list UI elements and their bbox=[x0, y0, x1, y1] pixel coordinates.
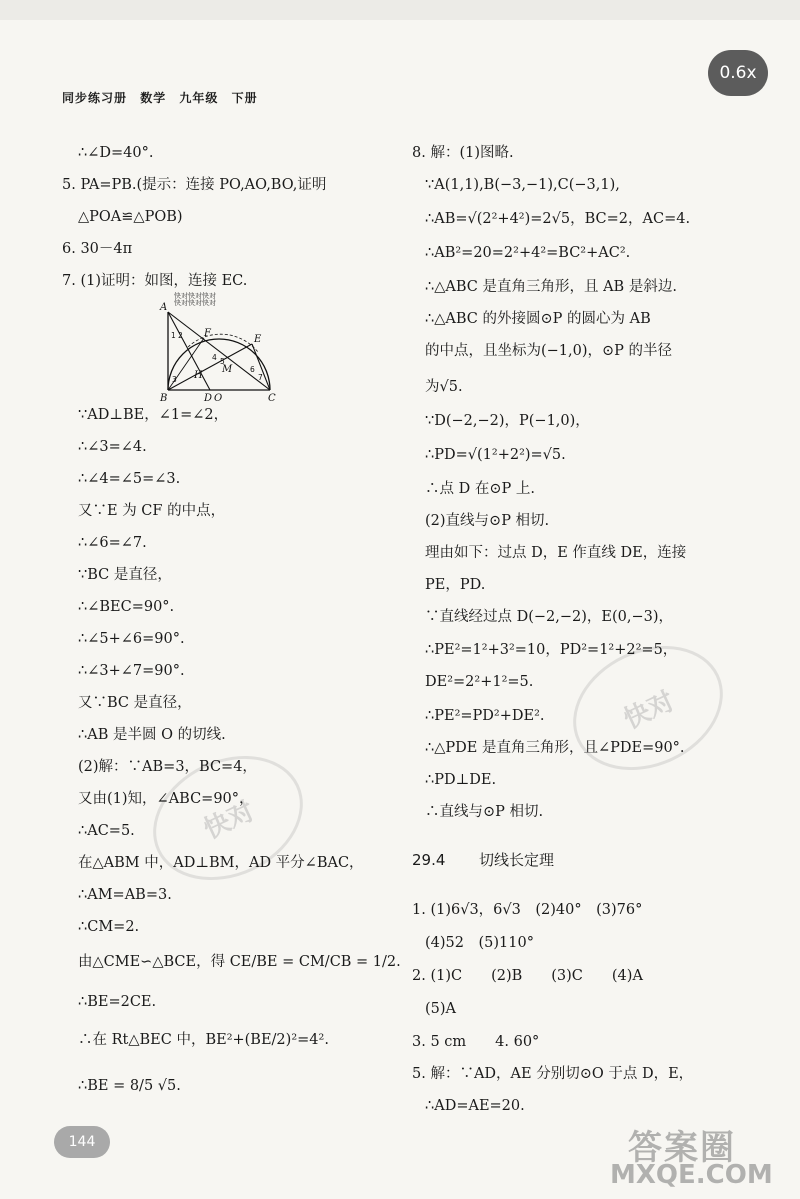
text-line: 7. (1)证明：如图，连接 EC. bbox=[62, 273, 248, 289]
grade-label: 九年级 bbox=[179, 91, 219, 105]
svg-text:7: 7 bbox=[258, 373, 263, 382]
watermark-stamp: 快对 bbox=[133, 732, 323, 903]
text-line: ∴PE²=PD²+DE². bbox=[425, 708, 545, 724]
svg-text:D: D bbox=[204, 393, 213, 404]
text-line: ∵BC 是直径， bbox=[78, 567, 172, 583]
text-line: 8. 解：(1)图略. bbox=[412, 145, 514, 161]
geometry-figure bbox=[158, 292, 284, 404]
volume-label: 下册 bbox=[231, 91, 258, 105]
text-line: (5)A bbox=[425, 1001, 457, 1017]
svg-text:1: 1 bbox=[171, 331, 176, 340]
text-line: 6. 30－4π bbox=[62, 241, 133, 257]
text-line: ∵AD⊥BE，∠1=∠2， bbox=[78, 407, 229, 423]
text-line: 2. (1)C (2)B (3)C (4)A bbox=[412, 968, 643, 984]
page-number: 144 bbox=[54, 1126, 110, 1158]
text-line: ∴AB²=20=2²+4²=BC²+AC². bbox=[425, 245, 631, 261]
text-line: (2)直线与⊙P 相切. bbox=[425, 513, 550, 529]
corner-watermark-url: MXQE.COM bbox=[610, 1160, 773, 1190]
svg-text:F: F bbox=[204, 328, 211, 339]
section-number: 29.4 bbox=[412, 851, 446, 869]
svg-text:A: A bbox=[160, 302, 168, 313]
svg-text:H: H bbox=[194, 370, 203, 381]
section-heading bbox=[412, 850, 554, 870]
text-line: ∵直线经过点 D(−2,−2)，E(0,−3)， bbox=[425, 609, 674, 625]
text-line: 由△CME∽△BCE，得 CE/BE = CM/CB = 1/2. bbox=[78, 954, 401, 970]
text-line: ∴BE=2CE. bbox=[78, 994, 157, 1010]
text-line: 5. 解：∵AD，AE 分别切⊙O 于点 D，E， bbox=[412, 1066, 694, 1082]
text-line: ∴AB=√(2²+4²)=2√5，BC=2，AC=4. bbox=[425, 211, 691, 227]
text-line: ∴AC=5. bbox=[78, 823, 135, 839]
text-line: △POA≌△POB) bbox=[78, 209, 183, 225]
text-line: 理由如下：过点 D，E 作直线 DE，连接 bbox=[425, 545, 687, 561]
svg-text:3: 3 bbox=[172, 375, 177, 384]
playback-speed-button[interactable]: 0.6x bbox=[708, 50, 768, 96]
text-line: ∴AD=AE=20. bbox=[425, 1098, 525, 1114]
text-line: ∴BE = 8/5 √5. bbox=[78, 1078, 181, 1094]
svg-text:E: E bbox=[254, 334, 262, 345]
text-line: 1. (1)6√3，6√3 (2)40° (3)76° bbox=[412, 902, 643, 918]
section-title: 切线长定理 bbox=[478, 851, 554, 869]
text-line: ∴△ABC 是直角三角形，且 AB 是斜边. bbox=[425, 279, 677, 295]
text-line: ∴∠3+∠7=90°. bbox=[78, 663, 185, 679]
text-line: DE²=2²+1²=5. bbox=[425, 674, 534, 690]
corner-watermark: 答案圈 bbox=[628, 1128, 736, 1168]
text-line: ∴PE²=1²+3²=10，PD²=1²+2²=5， bbox=[425, 642, 678, 658]
svg-text:C: C bbox=[268, 393, 276, 404]
text-line: 又由(1)知，∠ABC=90°， bbox=[78, 791, 254, 807]
text-line: ∴△ABC 的外接圆⊙P 的圆心为 AB bbox=[425, 311, 651, 327]
text-line: ∴AM=AB=3. bbox=[78, 887, 172, 903]
text-line: ∴点 D 在⊙P 上. bbox=[425, 481, 535, 497]
text-line: ∵A(1,1),B(−3,−1),C(−3,1), bbox=[425, 177, 620, 193]
text-line: ∴在 Rt△BEC 中，BE²+(BE/2)²=4². bbox=[78, 1032, 329, 1048]
svg-text:2: 2 bbox=[178, 331, 183, 340]
text-line: 又∵E 为 CF 的中点， bbox=[78, 503, 226, 519]
text-line: ∴∠D=40°. bbox=[78, 145, 154, 161]
text-line: 5. PA=PB.(提示：连接 PO,AO,BO,证明 bbox=[62, 177, 327, 193]
text-line: ∴∠4=∠5=∠3. bbox=[78, 471, 181, 487]
text-line: PE，PD. bbox=[425, 577, 486, 593]
text-line: ∴PD=√(1²+2²)=√5. bbox=[425, 447, 566, 463]
text-line: ∵D(−2,−2)，P(−1,0)， bbox=[425, 413, 590, 429]
text-line: 又∵BC 是直径， bbox=[78, 695, 192, 711]
text-line: ∴直线与⊙P 相切. bbox=[425, 804, 544, 820]
text-line: ∴∠6=∠7. bbox=[78, 535, 147, 551]
text-line: ∴∠5+∠6=90°. bbox=[78, 631, 185, 647]
page-header bbox=[62, 89, 266, 106]
text-line: 3. 5 cm 4. 60° bbox=[412, 1034, 540, 1050]
svg-text:5: 5 bbox=[220, 357, 225, 366]
text-line: 的中点，且坐标为(−1,0)，⊙P 的半径 bbox=[425, 343, 673, 359]
top-band bbox=[0, 0, 800, 20]
svg-text:O: O bbox=[214, 393, 223, 404]
text-line: 为√5. bbox=[425, 379, 463, 395]
figure-caption: 快对快对快对 bbox=[174, 292, 216, 300]
book-title: 同步练习册 bbox=[62, 91, 128, 105]
svg-text:4: 4 bbox=[212, 353, 217, 362]
text-line: ∴∠BEC=90°. bbox=[78, 599, 175, 615]
svg-text:6: 6 bbox=[250, 365, 255, 374]
subject-label: 数学 bbox=[140, 91, 167, 105]
svg-text:M: M bbox=[222, 364, 233, 375]
svg-text:B: B bbox=[160, 393, 168, 404]
watermark-stamp: 快对 bbox=[553, 622, 743, 793]
text-line: (4)52 (5)110° bbox=[425, 935, 534, 951]
text-line: ∴PD⊥DE. bbox=[425, 772, 497, 788]
svg-text:快对快对快对: 快对快对快对 bbox=[174, 299, 216, 307]
text-line: ∴∠3=∠4. bbox=[78, 439, 147, 455]
text-line: ∴CM=2. bbox=[78, 919, 140, 935]
text-line: (2)解：∵AB=3，BC=4， bbox=[78, 759, 257, 775]
text-line: 在△ABM 中，AD⊥BM，AD 平分∠BAC， bbox=[78, 855, 364, 871]
text-line: ∴AB 是半圆 O 的切线. bbox=[78, 727, 226, 743]
text-line: ∴△PDE 是直角三角形，且∠PDE=90°. bbox=[425, 740, 685, 756]
